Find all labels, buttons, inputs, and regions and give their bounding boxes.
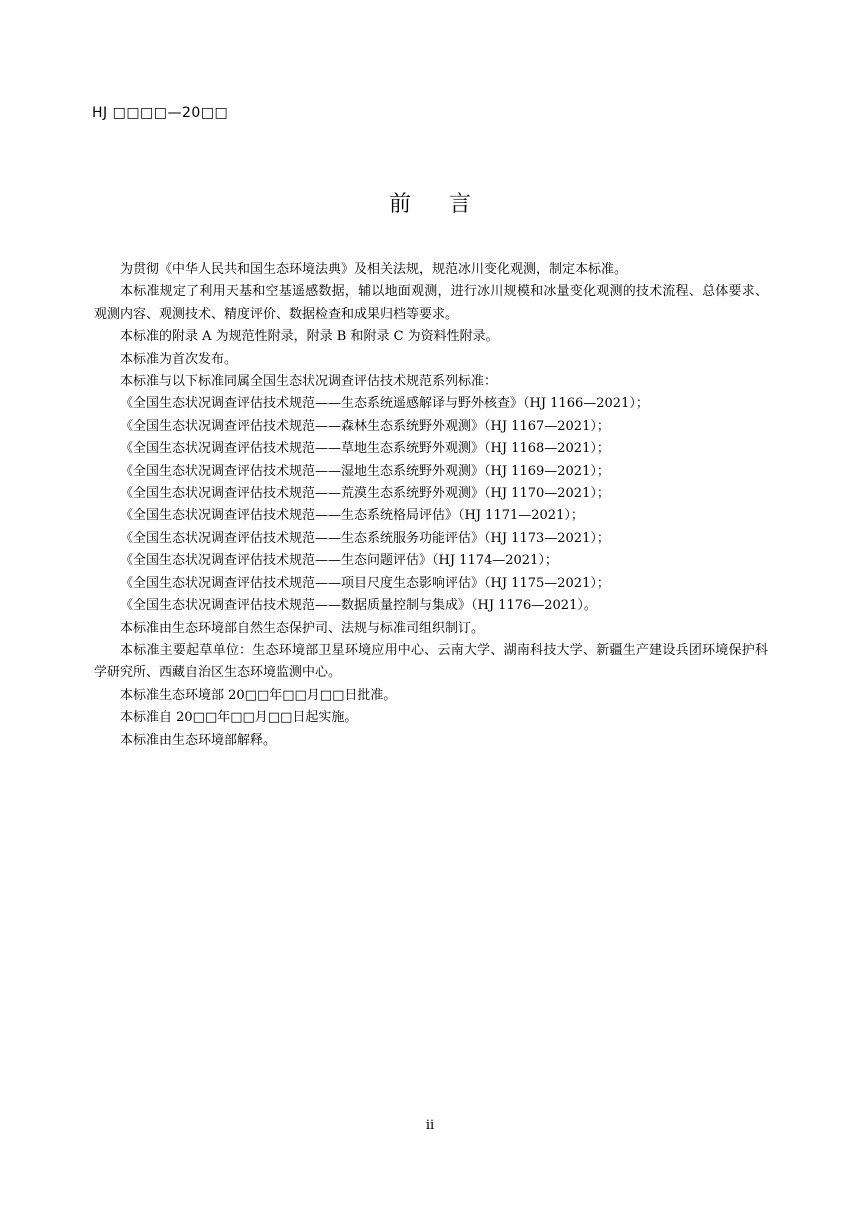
paragraph-first-release: 本标准为首次发布。 — [120, 351, 238, 367]
list-item: 《全国生态状况调查评估技术规范——生态问题评估》（HJ 1174—2021）； — [120, 553, 558, 569]
page-title: 前言 — [388, 192, 509, 217]
paragraph-appendix: 本标准的附录 A 为规范性附录，附录 B 和附录 C 为资料性附录。 — [120, 329, 499, 345]
list-item: 《全国生态状况调查评估技术规范——草地生态系统野外观测》（HJ 1168—2021）； — [120, 441, 610, 457]
list-item: 《全国生态状况调查评估技术规范——生态系统遥感解译与野外核查》（HJ 1166—2021）； — [120, 396, 649, 412]
paragraph-scope: 本标准规定了利用天基和空基遥感数据，辅以地面观测，进行冰川规模和冰量变化观测的技术流程、总体要求、观测内容、观测技术、精度评价、数据检查和成果归档等要求。 — [94, 284, 768, 322]
foreword-body — [94, 259, 768, 752]
list-item: 《全国生态状况调查评估技术规范——项目尺度生态影响评估》（HJ 1175—2021）； — [120, 575, 610, 591]
paragraph-purpose: 为贯彻《中华人民共和国生态环境法典》及相关法规，规范冰川变化观测，制定本标准。 — [120, 262, 628, 277]
standard-code-header: HJ □□□□—20□□ — [92, 105, 229, 121]
paragraph-approval-date: 本标准生态环境部 20□□年□□月□□日批准。 — [120, 687, 397, 703]
related-standards-list — [94, 393, 768, 617]
page-number: ii — [425, 1118, 435, 1133]
paragraph-drafters: 本标准主要起草单位：生态环境部卫星环境应用中心、云南大学、湖南科技大学、新疆生产建设兵团环境保护科学研究所、西藏自治区生态环境监测中心。 — [94, 642, 768, 681]
list-item: 《全国生态状况调查评估技术规范——生态系统服务功能评估》（HJ 1173—2021）； — [120, 530, 610, 546]
list-item: 《全国生态状况调查评估技术规范——荒漠生态系统野外观测》（HJ 1170—2021）； — [120, 486, 610, 502]
paragraph-interpretation: 本标准由生态环境部解释。 — [120, 732, 277, 748]
list-item: 《全国生态状况调查评估技术规范——生态系统格局评估》（HJ 1171—2021）； — [120, 508, 584, 524]
paragraph-effective-date: 本标准自 20□□年□□月□□日起实施。 — [120, 710, 358, 726]
paragraph-organizer: 本标准由生态环境部自然生态保护司、法规与标准司组织制订。 — [120, 620, 485, 636]
list-item: 《全国生态状况调查评估技术规范——数据质量控制与集成》（HJ 1176—2021）。 — [120, 598, 597, 614]
paragraph-series-intro: 本标准与以下标准同属全国生态状况调查评估技术规范系列标准： — [120, 374, 498, 390]
list-item: 《全国生态状况调查评估技术规范——森林生态系统野外观测》（HJ 1167—2021）； — [120, 418, 610, 434]
list-item: 《全国生态状况调查评估技术规范——湿地生态系统野外观测》（HJ 1169—2021）； — [120, 463, 610, 479]
